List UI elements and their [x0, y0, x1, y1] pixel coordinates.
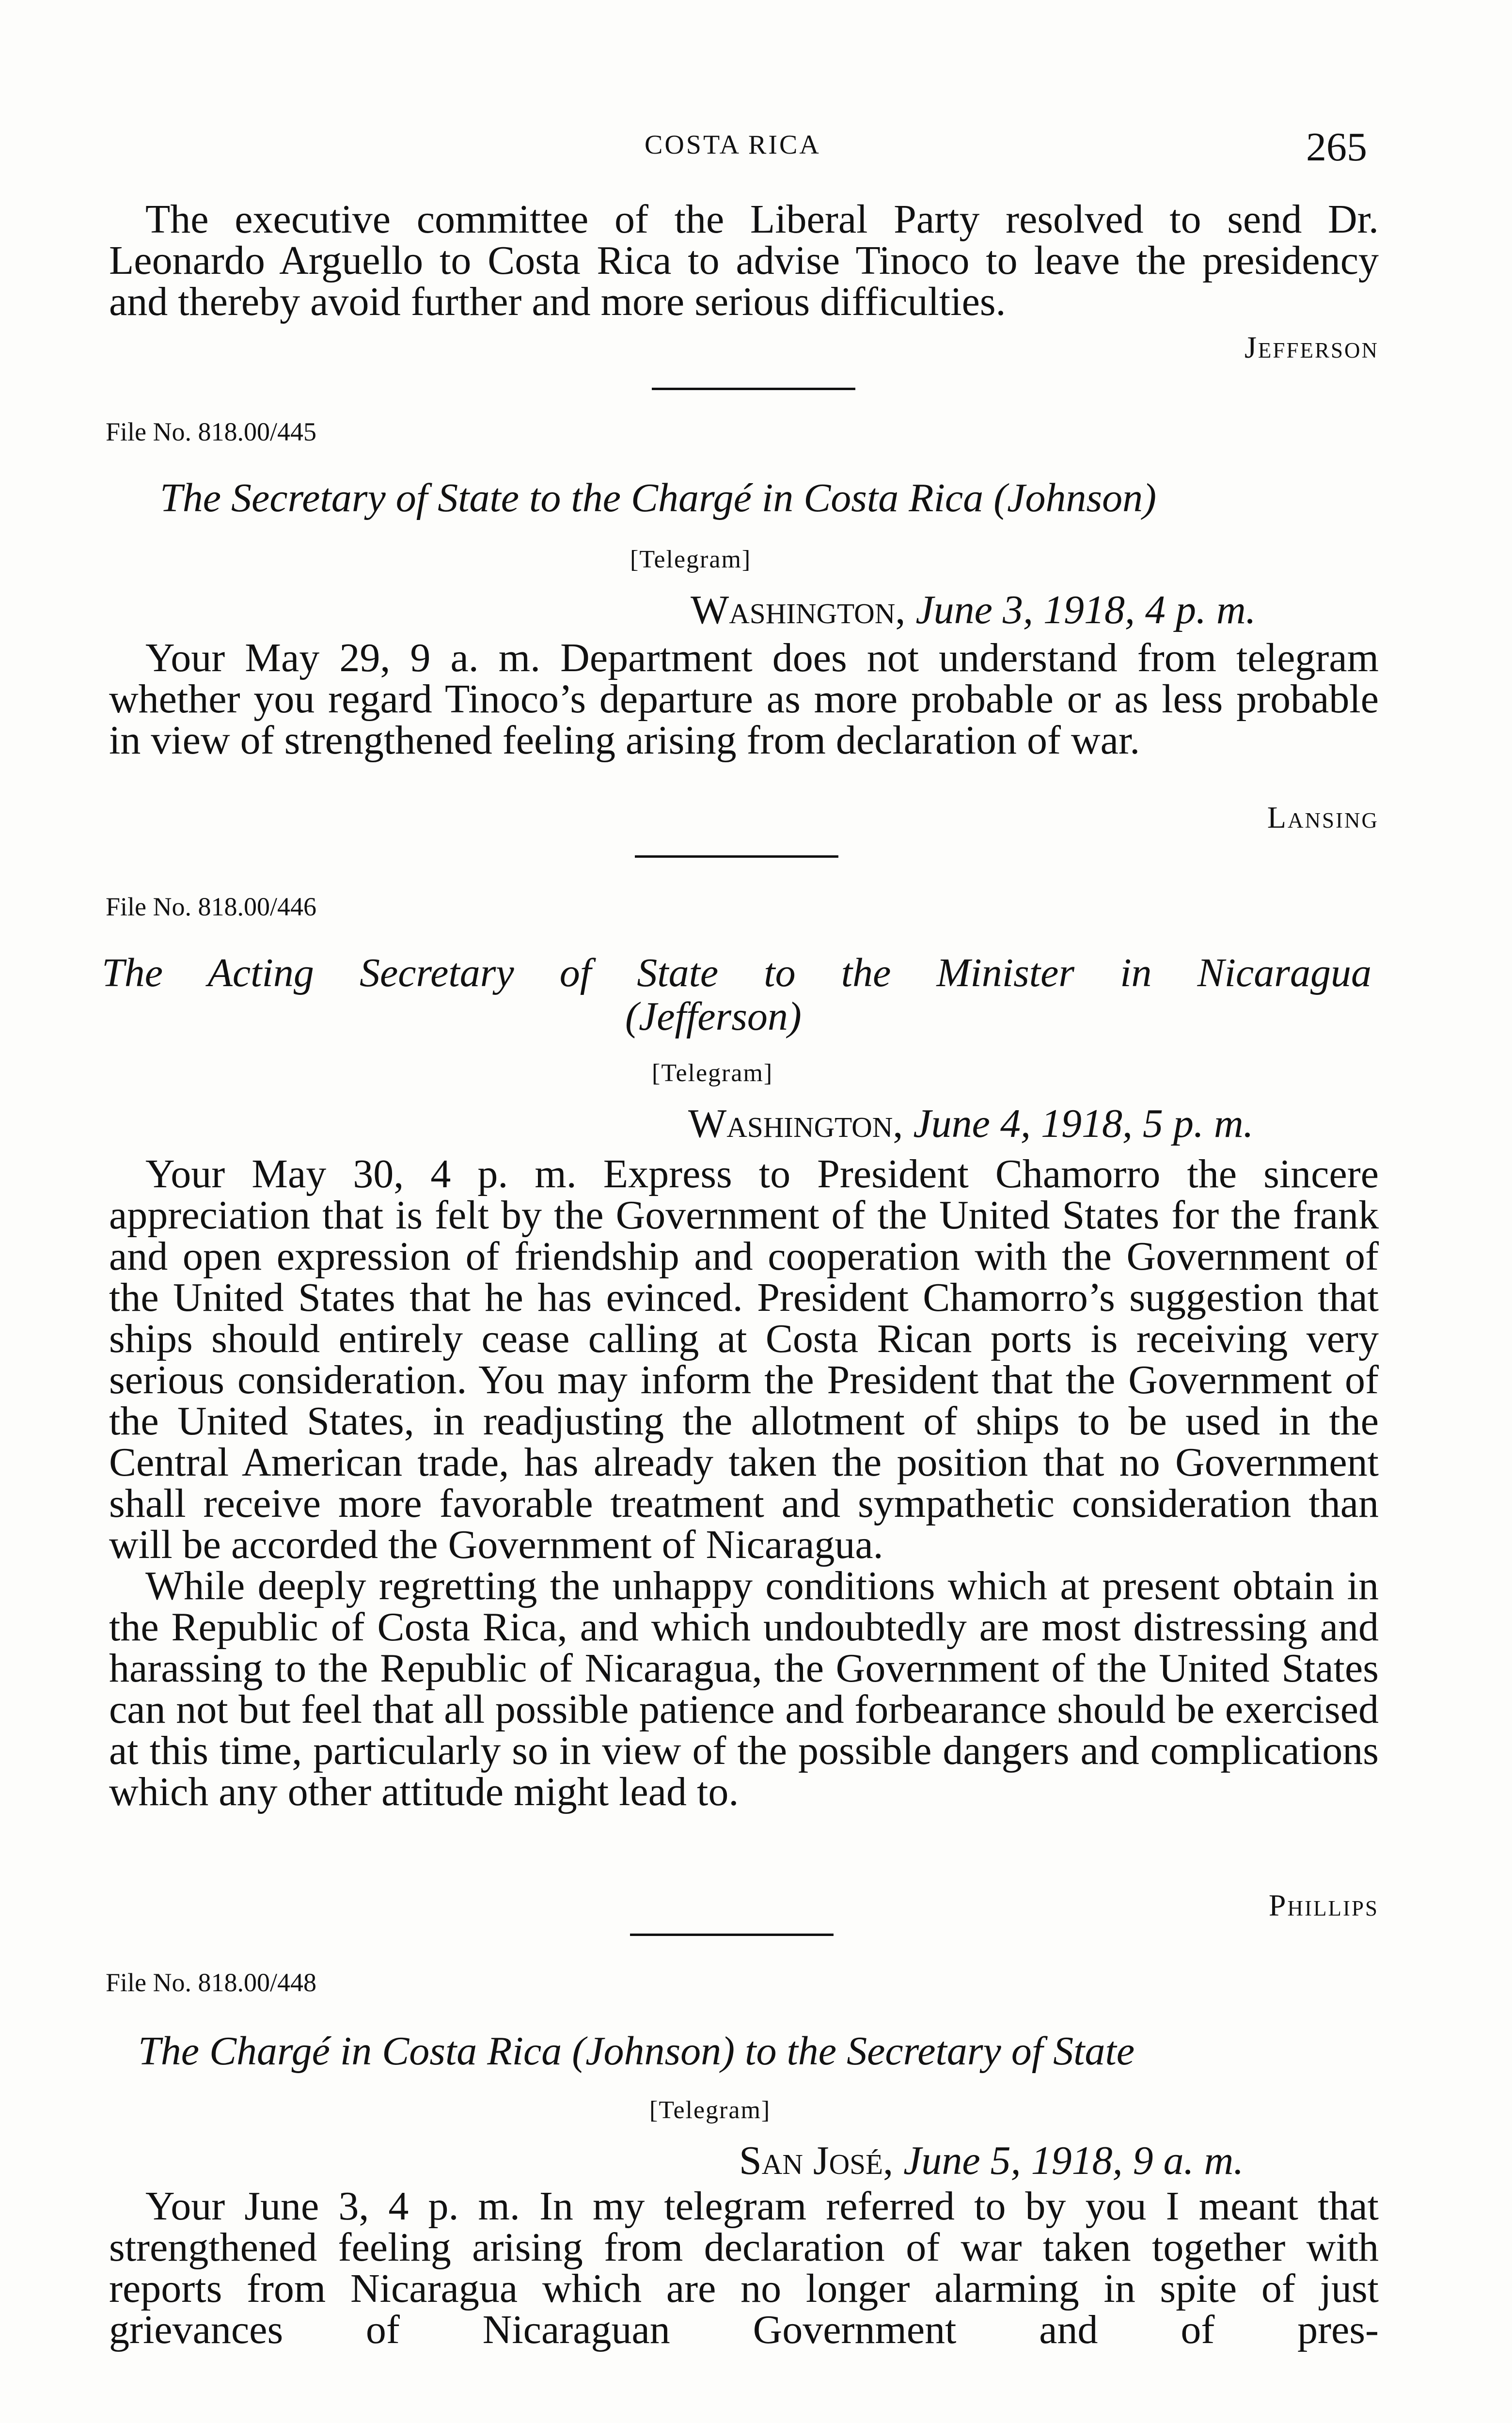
dateline	[688, 1100, 1254, 1147]
telegram-label: [Telegram]	[652, 1059, 773, 1087]
intro-paragraph: The executive committee of the Liberal Party resolved to send Dr. Leonardo Arguello to Costa Rica to advise Tinoco to leave the presidency and thereby avoid further and more serious difficulties.	[109, 197, 1379, 324]
dateline-place: Washington,	[691, 587, 906, 632]
running-title: COSTA RICA	[645, 130, 821, 160]
page-number: 265	[1306, 125, 1367, 170]
dateline-date: June 4, 1918, 5 p. m.	[913, 1101, 1254, 1146]
signature-phillips: Phillips	[1268, 1888, 1379, 1922]
document-title-line-2: (Jefferson)	[625, 994, 802, 1039]
file-number: File No. 818.00/446	[106, 892, 317, 921]
telegram-label: [Telegram]	[630, 546, 752, 573]
document-title-line-1: The Acting Secretary of State to the Minister in Nicaragua	[102, 950, 1371, 995]
section-divider	[652, 388, 855, 390]
doc3-body	[109, 2186, 1379, 2350]
running-header	[0, 124, 1512, 170]
intro-signature-row	[109, 330, 1379, 368]
dateline-place: San José,	[739, 2138, 894, 2183]
file-number: File No. 818.00/448	[106, 1968, 317, 1997]
section-divider	[630, 1934, 834, 1936]
signature-lansing: Lansing	[1267, 800, 1379, 834]
dateline	[691, 586, 1256, 633]
doc2-paragraph-2: While deeply regretting the unhappy conditions which at present obtain in the Republic of Costa Rica, and which undoubtedly are most distressing and harassing to the Republic of Nicaragua, the Government of the United States can not but feel that all possible patience and forbearance should be exercised at this time, particularly so in view of the possible dangers and complications which any other attitude might lead to.	[109, 1563, 1379, 1814]
telegram-label: [Telegram]	[649, 2096, 771, 2124]
doc2-body	[109, 1153, 1379, 1812]
dateline-date: June 3, 1918, 4 p. m.	[915, 587, 1256, 632]
doc1-body	[109, 637, 1379, 761]
signature-jefferson: Jefferson	[1244, 330, 1379, 364]
document-title: The Chargé in Costa Rica (Johnson) to the Secretary of State	[138, 2029, 1135, 2074]
doc1-paragraph: Your May 29, 9 a. m. Department does not understand from telegram whether you regard Tinoco’s departure as more probable or as less probable in view of strengthened feeling arising from declaration of war.	[109, 635, 1379, 763]
doc3-paragraph: Your June 3, 4 p. m. In my telegram referred to by you I meant that strengthened feeling arising from declaration of war taken together with reports from Nicaragua which are no longer alarming in spite of just grievances of Nicaraguan Government and of pres-	[109, 2184, 1379, 2352]
section-divider	[635, 855, 838, 858]
file-number: File No. 818.00/445	[106, 417, 317, 446]
doc2-signature-row	[109, 1888, 1379, 1926]
doc2-paragraph-1: Your May 30, 4 p. m. Express to President Chamorro the sincere appreciation that is felt by the Government of the United States for the frank and open expression of friendship and cooperation with the Government of the United States that he has evinced. President Chamorro’s suggestion that ships should entirely cease calling at Costa Rican ports is receiving very serious consideration. You may inform the President that the Government of the United States, in readjusting the allotment of ships to be used in the Central American trade, has already taken the position that no Government shall receive more favorable treatment and sympathetic consideration than will be accorded the Government of Nicaragua.	[109, 1151, 1379, 1567]
doc1-signature-row	[109, 800, 1379, 838]
intro-section	[109, 199, 1379, 322]
document-title: The Secretary of State to the Chargé in Costa Rica (Johnson)	[160, 475, 1157, 520]
dateline-place: Washington,	[688, 1101, 903, 1146]
dateline-date: June 5, 1918, 9 a. m.	[903, 2138, 1244, 2183]
dateline	[739, 2137, 1244, 2184]
